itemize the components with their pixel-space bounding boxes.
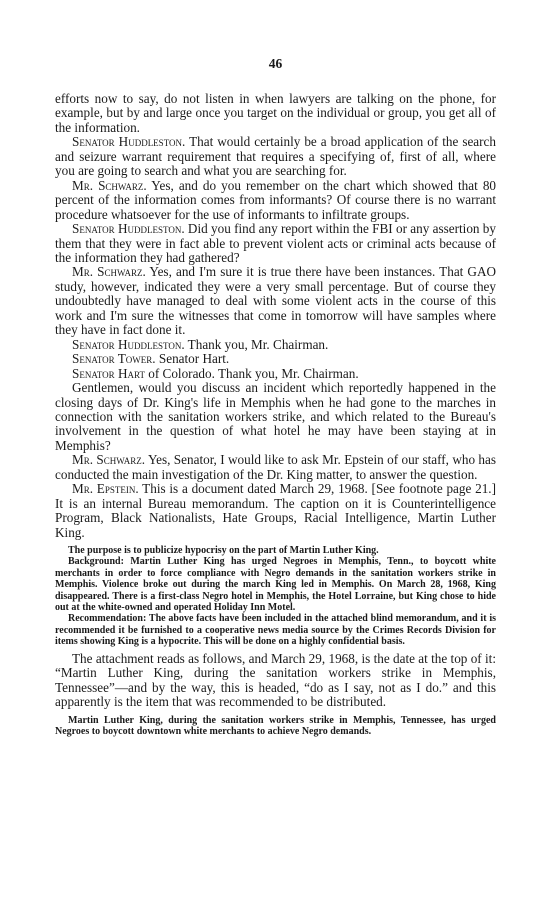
paragraph: Senator Huddleston. That would certainly be a broad application of the search and seizure warrant requirement that requires a specifying of, first of all, where you are going to search and what you are searching for. xyxy=(55,134,497,179)
page-number: 46 xyxy=(268,56,283,71)
paragraph: Mr. Schwarz. Yes, Senator, I would like to ask Mr. Epstein of our staff, who has conducted the main investigation of the Dr. King matter, to answer the question. xyxy=(55,452,497,482)
paragraph: Gentlemen, would you discuss an incident which reportedly happened in the closing days of Dr. King's life in Memphis when he had gone to the marches in connection with the sanitation workers strike, and which related to the Bureau's involvement in the question of what hotel he may have been staying at in Memphis? xyxy=(55,380,496,453)
speaker-name: Senator Tower. xyxy=(72,351,156,367)
paragraph: Senator Huddleston. Did you find any report within the FBI or any assertion by them that they were in fact able to prevent violent acts or criminal acts because of the information they had gathered? xyxy=(55,221,496,265)
quoted-memorandum xyxy=(55,545,496,648)
paragraph: Senator Hart of Colorado. Thank you, Mr. Chairman. xyxy=(72,365,359,381)
speaker-name: Mr. Epstein. xyxy=(72,481,139,497)
speaker-name: Mr. Schwarz. xyxy=(72,177,147,193)
speaker-name: Mr. Schwarz. xyxy=(72,452,146,468)
paragraph: efforts now to say, do not listen in when lawyers are talking on the phone, for example, but by and large once you target on the individual or group, you get all of the information. xyxy=(55,91,496,135)
speaker-name: Senator Huddleston. xyxy=(72,221,185,237)
paragraph: Senator Tower. Senator Hart. xyxy=(72,351,230,367)
memo-paragraph: Background: Martin Luther King has urged Negroes in Memphis, Tenn., to boycott white merchants in order to force compliance with Negro demands in the sanitation workers strike in Memphis. Violence broke out during the march King led in Memphis. On March 28, 1968, King disappeared. There is a first-class Negro hotel in Memphis, the Hotel Lorraine, but King chose to hide out at the white-owned and operated Holiday Inn Motel. xyxy=(55,556,496,614)
speaker-name: Senator Hart xyxy=(72,365,145,381)
quoted-attachment xyxy=(55,715,496,738)
speaker-name: Senator Huddleston. xyxy=(72,134,186,150)
paragraph: Mr. Schwarz. Yes, and do you remember on the chart which showed that 80 percent of the information comes from informants? Of course there is no warrant procedure whatsoever for the use of informants to infiltrate groups. xyxy=(55,177,497,222)
memo-paragraph: Recommendation: The above facts have been included in the attached blind memorandum, and it is recommended it be furnished to a cooperative news media source by the Crimes Records Division for items showing King is a hypocrite. This will be done on a highly confidential basis. xyxy=(55,613,496,648)
document-page xyxy=(55,56,496,737)
attachment-paragraph: Martin Luther King, during the sanitation workers strike in Memphis, Tennessee, has urged Negroes to boycott downtown white merchants to achieve Negro demands. xyxy=(55,714,496,737)
speaker-name: Senator Huddleston. xyxy=(72,336,185,352)
paragraph: Senator Huddleston. Thank you, Mr. Chairman. xyxy=(72,336,329,352)
paragraph: Mr. Epstein. This is a document dated March 29, 1968. [See footnote page 21.] It is an internal Bureau memorandum. The caption on it is Counterintelligence Program, Black Nationalists, Hate Groups, Racial Intelligence, Martin Luther King. xyxy=(55,481,496,540)
paragraph: Mr. Schwarz. Yes, and I'm sure it is true there have been instances. That GAO study, however, indicated they were a very small percentage. But of course they undoubtedly have managed to deal with some violent acts in the course of this work and I'm sure the witnesses that come in tomorrow will have samples where they have in fact done it. xyxy=(55,264,497,338)
paragraph: The attachment reads as follows, and March 29, 1968, is the date at the top of it: “Martin Luther King, during the sanitation workers strike in Memphis, Tennessee”—and by the way, this is headed, “do as I say, not as I do.” and this apparently is the item that was recommended to be distributed. xyxy=(55,650,496,710)
speaker-name: Mr. Schwarz. xyxy=(72,264,146,280)
transcript-continued xyxy=(55,652,496,710)
memo-paragraph: The purpose is to publicize hypocrisy on the part of Martin Luther King. xyxy=(68,545,379,557)
transcript-body xyxy=(55,92,496,540)
